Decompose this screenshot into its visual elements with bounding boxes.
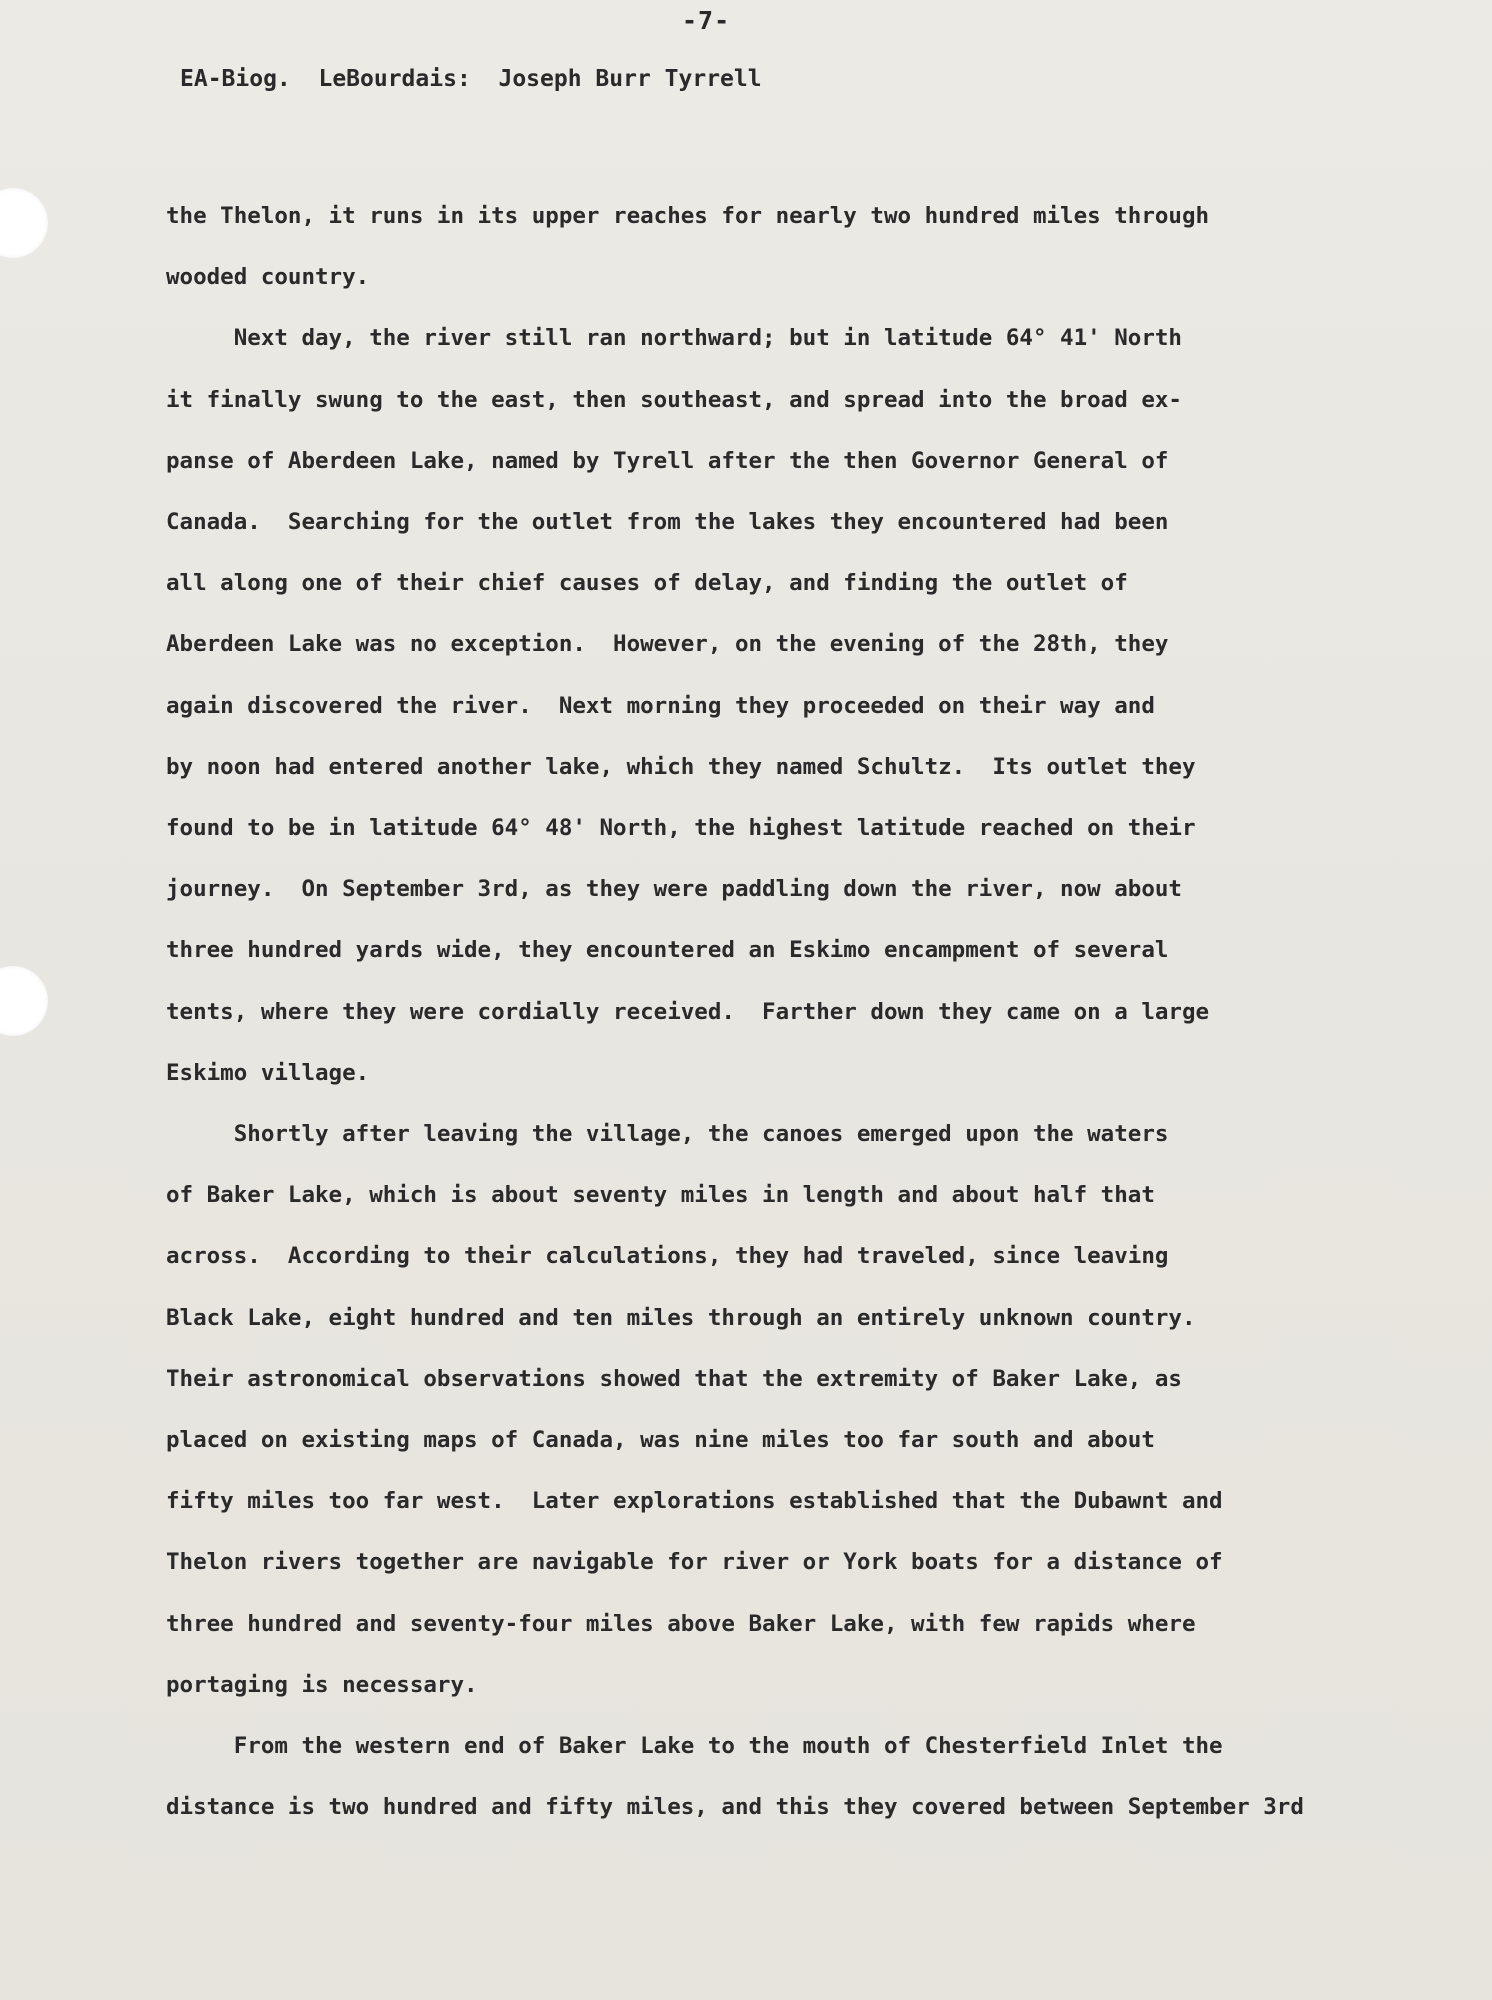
text-line: placed on existing maps of Canada, was nine miles too far south and about (166, 1427, 1155, 1454)
document-header: EA-Biog. LeBourdais: Joseph Burr Tyrrell (180, 66, 762, 92)
text-line: distance is two hundred and fifty miles, and this they covered between September 3rd (166, 1794, 1304, 1821)
paragraph (166, 186, 1456, 308)
text-line: found to be in latitude 64° 48' North, the highest latitude reached on their (166, 815, 1196, 842)
paragraph (166, 1104, 1456, 1716)
text-line: the Thelon, it runs in its upper reaches for nearly two hundred miles through (166, 203, 1210, 229)
text-line: From the western end of Baker Lake to the mouth of Chesterfield Inlet the (166, 1733, 1223, 1760)
text-line: Aberdeen Lake was no exception. However, on the evening of the 28th, they (166, 631, 1169, 658)
paragraph (166, 1716, 1456, 1838)
text-line: fifty miles too far west. Later explorations established that the Dubawnt and (166, 1488, 1223, 1515)
text-line: it finally swung to the east, then southeast, and spread into the broad ex- (166, 386, 1182, 413)
text-line: Thelon rivers together are navigable for river or York boats for a distance of (166, 1549, 1223, 1576)
text-line: again discovered the river. Next morning they proceeded on their way and (166, 692, 1155, 719)
text-line: of Baker Lake, which is about seventy miles in length and about half that (166, 1182, 1155, 1209)
text-line: Next day, the river still ran northward; but in latitude 64° 41' North (166, 325, 1182, 352)
text-line: by noon had entered another lake, which they named Schultz. Its outlet they (166, 753, 1196, 780)
text-line: journey. On September 3rd, as they were paddling down the river, now about (166, 876, 1182, 903)
body-text (166, 186, 1456, 1838)
text-line: three hundred yards wide, they encountered an Eskimo encampment of several (166, 937, 1169, 964)
text-line: Their astronomical observations showed that the extremity of Baker Lake, as (166, 1365, 1182, 1392)
text-line: three hundred and seventy-four miles above Baker Lake, with few rapids where (166, 1610, 1196, 1637)
text-line: Shortly after leaving the village, the canoes emerged upon the waters (166, 1121, 1169, 1148)
text-line: all along one of their chief causes of delay, and finding the outlet of (166, 570, 1128, 597)
text-line: Eskimo village. (166, 1059, 370, 1086)
text-line: Black Lake, eight hundred and ten miles through an entirely unknown country. (166, 1304, 1196, 1331)
text-line: tents, where they were cordially received. Farther down they came on a large (166, 998, 1210, 1025)
text-line: wooded country. (166, 264, 370, 291)
punch-hole-middle (0, 966, 48, 1036)
text-line: portaging is necessary. (166, 1671, 478, 1698)
page-number: -7- (682, 6, 731, 35)
text-line: across. According to their calculations, they had traveled, since leaving (166, 1243, 1169, 1270)
paragraph (166, 308, 1456, 1104)
text-line: panse of Aberdeen Lake, named by Tyrell after the then Governor General of (166, 447, 1169, 474)
punch-hole-top (0, 188, 48, 258)
text-line: Canada. Searching for the outlet from the lakes they encountered had been (166, 509, 1169, 536)
